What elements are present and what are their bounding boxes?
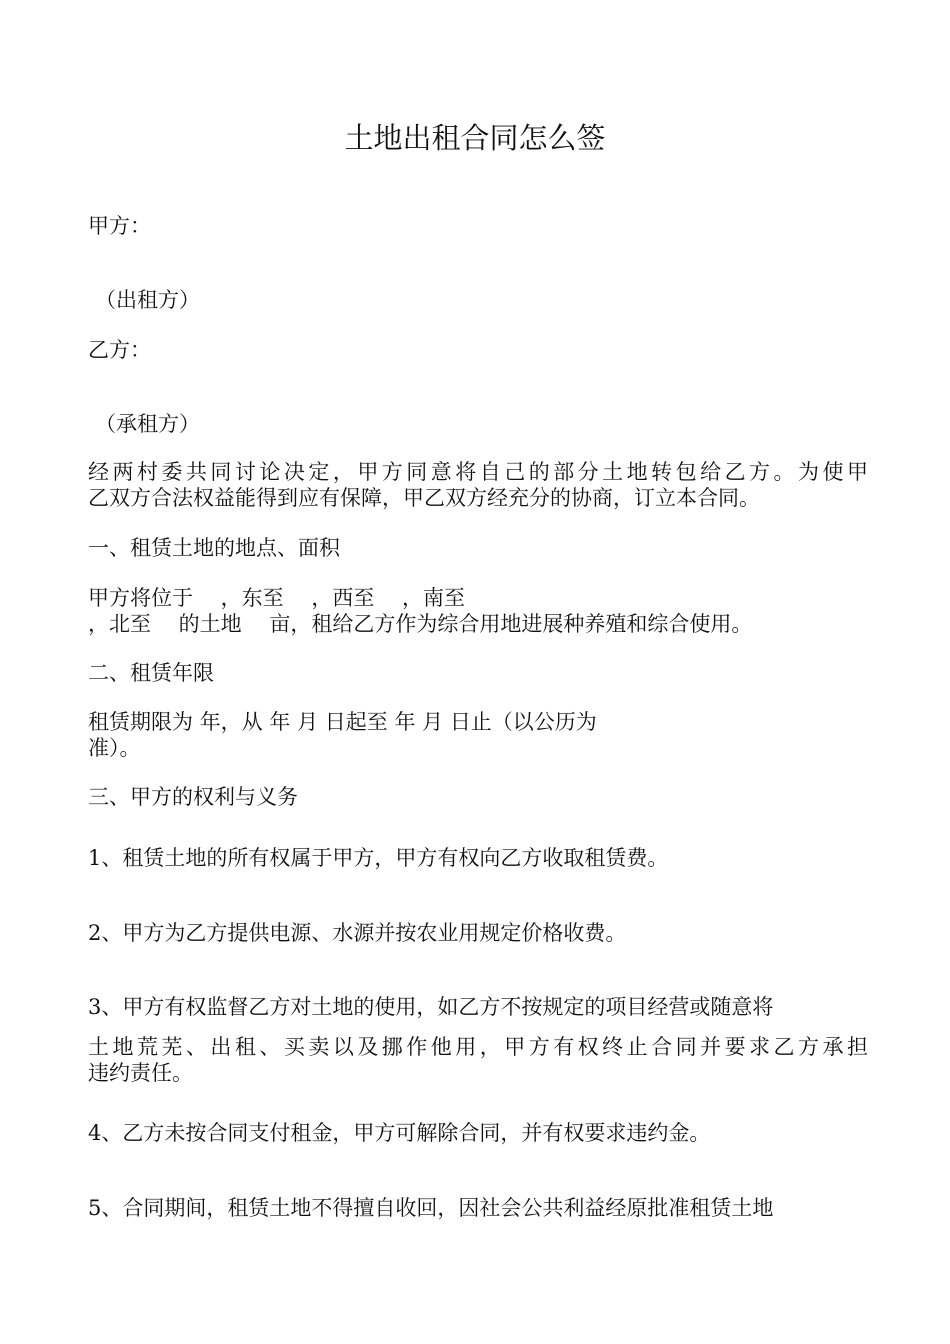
section-3-item-5: 5、合同期间，租赁土地不得擅自收回，因社会公共利益经原批准租赁土地	[88, 1196, 774, 1220]
party-a-label: 甲方：	[88, 214, 151, 238]
lease-term-part: 年	[269, 710, 291, 734]
party-b-label: 乙方：	[88, 338, 151, 362]
lease-term-part: 日止（以公历为	[449, 710, 597, 734]
intro-line-2: 乙双方合法权益能得到应有保障，甲乙双方经充分的协商，订立本合同。	[88, 486, 760, 510]
party-b-role: （承租方）	[95, 412, 200, 436]
lease-term-row	[88, 709, 868, 735]
section-3-item-3-line-3: 违约责任。	[88, 1061, 193, 1085]
lease-term-part: 月	[297, 710, 319, 734]
section-3-item-3-cont	[88, 1034, 868, 1086]
section-3-item-3-line-2: 土地荒芜、出租、买卖以及挪作他用，甲方有权终止合同并要求乙方承担	[88, 1035, 868, 1059]
lease-term-part: 租赁期限为	[88, 710, 193, 734]
document-title: 土地出租合同怎么签	[344, 121, 606, 155]
section-3-heading: 三、甲方的权利与义务	[88, 785, 298, 809]
section-1-line-1: 甲方将位于 ，东至 ，西至 ，南至	[88, 586, 466, 610]
section-3-item-2: 2、甲方为乙方提供电源、水源并按农业用规定价格收费。	[88, 921, 627, 945]
section-1-line-2: ，北至 的土地 亩，租给乙方作为综合用地进展种养殖和综合使用。	[88, 612, 753, 636]
section-2-paragraph	[88, 709, 868, 761]
section-1-heading: 一、租赁土地的地点、面积	[88, 536, 340, 560]
party-a-role: （出租方）	[95, 288, 200, 312]
section-3-item-1: 1、租赁土地的所有权属于甲方，甲方有权向乙方收取租赁费。	[88, 846, 669, 870]
lease-term-part: 日起至	[324, 710, 388, 734]
intro-line-1: 经两村委共同讨论决定，甲方同意将自己的部分土地转包给乙方。为使甲	[88, 460, 868, 484]
lease-term-part: 月	[422, 710, 444, 734]
section-1-paragraph	[88, 585, 868, 637]
section-3-item-3-line-1: 3、甲方有权监督乙方对土地的使用，如乙方不按规定的项目经营或随意将	[88, 995, 774, 1019]
lease-term-part: 年	[394, 710, 416, 734]
section-2-heading: 二、租赁年限	[88, 661, 214, 685]
section-3-item-4: 4、乙方未按合同支付租金，甲方可解除合同，并有权要求违约金。	[88, 1121, 711, 1145]
lease-term-part: 年，从	[199, 710, 263, 734]
intro-paragraph	[88, 459, 868, 511]
section-2-line-2: 准）。	[88, 736, 141, 760]
